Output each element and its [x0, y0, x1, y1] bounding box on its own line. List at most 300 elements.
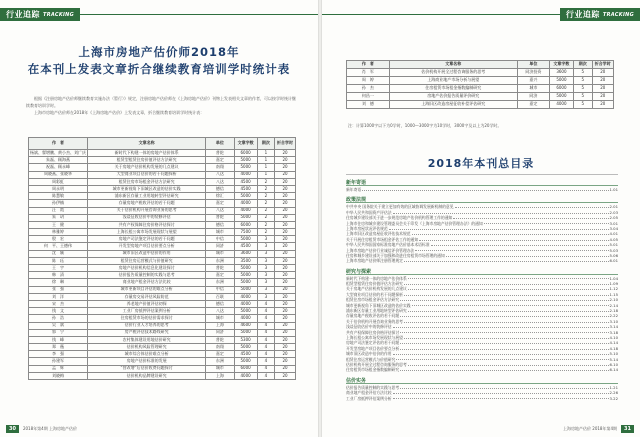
toc-entry-title: 关于开展住房租赁市场租金评估工作的通知: [346, 236, 419, 242]
table-row: [29, 243, 296, 250]
section-tab: [560, 8, 640, 21]
table-cell: 房地产估价报告质量评价研究: [389, 93, 517, 101]
toc-entry-title: 上海市房地产估价师注册管理规定: [346, 258, 403, 264]
column-header: 期次: [573, 61, 592, 69]
table-cell: 存量房地产税收评估的若干问题: [88, 200, 206, 207]
right-page: [322, 0, 640, 437]
toc-entry-page: 5.03: [609, 247, 618, 253]
table-cell: 4000: [234, 315, 257, 322]
table-cell: 养老地产价值评估初探: [88, 300, 206, 307]
toc-entry-page: 3.04: [609, 225, 618, 231]
table-cell: 陈 珏: [29, 257, 88, 264]
header-rule: [322, 14, 560, 15]
table-row: [29, 171, 296, 178]
table-cell: 估价报告质量控制的实践与思考: [88, 272, 206, 279]
table-cell: 房产税评估技术路线研究: [88, 329, 206, 336]
table-cell: 关于房地产估价机构发展的几点建议: [88, 164, 206, 171]
table-cell: 南翔: [206, 344, 234, 351]
table-cell: 估价机构风险管理研究: [88, 344, 206, 351]
table-cell: 5: [573, 93, 592, 101]
table-cell: 刘 德: [347, 101, 390, 109]
table-cell: 徐 琳: [29, 279, 88, 286]
table-header-row: [29, 138, 296, 150]
table-cell: 20: [275, 286, 296, 293]
table-cell: 孙 浩: [29, 315, 88, 322]
table-header-row: [347, 61, 614, 69]
table-cell: 2: [257, 178, 274, 185]
table-cell: 20: [275, 358, 296, 365]
table-cell: 4: [257, 351, 274, 358]
table-cell: 大型商业项目估价的若干问题探析: [88, 171, 206, 178]
toc-entry[interactable]: [346, 258, 618, 263]
toc-leader-dots: [389, 226, 609, 230]
toc-entry[interactable]: [346, 187, 618, 192]
table-cell: 3: [257, 272, 274, 279]
toc-leader-dots: [484, 221, 609, 225]
table-cell: 王 宇: [29, 265, 88, 272]
table-row: [29, 200, 296, 207]
table-cell: 周晓燕、张晓华: [29, 171, 88, 178]
table-cell: 1: [257, 171, 274, 178]
table-cell: 商业地产租金评估方法比较: [88, 279, 206, 286]
toc-entry-title: 估价机构开展全过程咨询服务的思考: [346, 361, 407, 367]
toc-entry-title: 城市更新视角下旧城区改造的估价实践: [346, 302, 411, 308]
table-row: [347, 93, 614, 101]
table-row: [29, 279, 296, 286]
table-cell: 房地产司法鉴定评估的若干问题: [88, 236, 206, 243]
toc-entry-title: 关于房地产估价机构发展的几点建议: [346, 286, 407, 292]
table-cell: 吴 斌: [29, 322, 88, 329]
table-cell: 林雅婷: [29, 229, 88, 236]
table-row: [347, 69, 614, 77]
section-subtitle: TRACKING: [602, 11, 634, 18]
credit-hours-table-continued: [346, 60, 614, 109]
table-cell: 嘉兴: [517, 77, 549, 85]
table-cell: 张 强: [29, 286, 88, 293]
toc-entry-title: 上海市房屋状况评估规范: [346, 225, 388, 231]
toc-entry-page: 4.18: [609, 345, 618, 351]
table-cell: 住房租赁市场的估价需求探讨: [88, 315, 206, 322]
table-cell: 20: [275, 229, 296, 236]
table-cell: 殷 宏: [29, 236, 88, 243]
table-cell: 共有产权保障住房价格评估探讨: [88, 221, 206, 228]
right-header: [322, 8, 640, 21]
table-cell: 宋 杰: [29, 300, 88, 307]
table-cell: 20: [275, 171, 296, 178]
table-cell: 钱 文: [29, 308, 88, 315]
toc-leader-dots: [400, 340, 608, 344]
page-number: 30: [6, 425, 19, 433]
table-cell: 5000: [234, 344, 257, 351]
table-cell: 房地产估价机构信息化建设探讨: [88, 265, 206, 272]
section-title: 行业追踪: [565, 10, 600, 19]
table-row: [29, 164, 296, 171]
table-cell: 3: [257, 286, 274, 293]
table-cell: 同济: [206, 329, 234, 336]
table-cell: 20: [275, 207, 296, 214]
table-cell: 朱 玥: [29, 214, 88, 221]
table-cell: 东洲: [206, 257, 234, 264]
table-cell: 城市: [206, 229, 234, 236]
left-page: [0, 0, 318, 437]
table-cell: 上海旧区改造房屋征收补偿评估研究: [389, 101, 517, 109]
toc-section: [346, 377, 618, 401]
table-cell: 4: [257, 344, 274, 351]
table-cell: 20: [275, 279, 296, 286]
table-cell: 3: [257, 265, 274, 272]
table-row: [347, 77, 614, 85]
table-cell: 20: [275, 329, 296, 336]
toc-entry-title: 关于估价机构开展咨询业务的思考: [346, 318, 403, 324]
table-cell: 3: [257, 279, 274, 286]
toc-leader-dots: [393, 324, 609, 328]
table-cell: 5: [573, 85, 592, 93]
left-header: [0, 8, 318, 21]
toc-entry-page: 3.10: [609, 318, 618, 324]
table-cell: 城市综合体估价难点分析: [88, 351, 206, 358]
table-row: [347, 101, 614, 109]
table-cell: 王 健: [29, 221, 88, 228]
table-cell: 租赁住房运营模式与价值研究: [88, 257, 206, 264]
toc-leader-dots: [412, 303, 609, 307]
table-cell: 4000: [234, 372, 257, 379]
toc-entry-page: 3.22: [609, 395, 618, 401]
table-note: 注：计算1000字以下为0学时，1000—3000字为10学时，3000字及以上为20学时。: [348, 123, 502, 128]
table-cell: 4000: [234, 300, 257, 307]
table-cell: 20: [275, 300, 296, 307]
toc-leader-dots: [400, 385, 608, 389]
table-cell: 20: [275, 293, 296, 300]
column-header: 折合学时: [592, 61, 613, 69]
section-tab: [0, 8, 80, 21]
toc-leader-dots: [404, 319, 609, 323]
table-cell: 城市: [206, 250, 234, 257]
toc-entry-page: 4.10: [609, 334, 618, 340]
toc-entry-title: 租赁型租赁住房价值评估方法研究: [346, 281, 403, 287]
toc-entry-title: 估价报告质量控制的实践与思考: [346, 384, 400, 390]
table-cell: 上海: [206, 372, 234, 379]
column-header: 文章字数: [234, 138, 257, 150]
toc-leader-dots: [453, 215, 608, 219]
table-cell: 5000: [234, 358, 257, 365]
toc-entry-page: 4.14: [609, 340, 618, 346]
toc-entry-title: 浦东新区存量工业用地转型评估研究: [346, 308, 407, 314]
table-cell: 5000: [549, 93, 573, 101]
table-cell: 工业厂房抵押评估案例分析: [88, 308, 206, 315]
table-cell: 存量房交易评估风险防范: [88, 293, 206, 300]
toc-entry-page: 2.14: [609, 302, 618, 308]
table-cell: 刘 洋: [29, 293, 88, 300]
toc-entry-page: 2.26: [609, 390, 618, 396]
table-cell: “营改增”后估价收费问题探讨: [88, 365, 206, 372]
toc-entry-title: 中共中央 国务院关于建立更加有效的区域协调发展新机制的意见: [346, 204, 454, 210]
toc-entry-title: 商业地产租金评估方法比较: [346, 390, 392, 396]
table-cell: 20: [275, 257, 296, 264]
table-cell: 3500: [234, 257, 257, 264]
toc-entry-title: 存量房地产税收评估的若干问题: [346, 313, 400, 319]
table-cell: 新时代下构建一体的房地产估价体系: [88, 150, 206, 157]
table-cell: 4: [257, 329, 274, 336]
table-cell: 孙建军: [29, 358, 88, 365]
table-cell: 城市旧区改造中估价的作用: [88, 250, 206, 257]
toc-entry-title: 上海长租公寓市场发展现状与展望: [346, 334, 403, 340]
table-cell: 20: [592, 93, 613, 101]
toc-leader-dots: [400, 313, 608, 317]
table-cell: 5000: [234, 279, 257, 286]
column-header: 文章字数: [549, 61, 573, 69]
table-cell: 6000: [234, 150, 257, 157]
table-row: [29, 351, 296, 358]
table-cell: 20: [275, 185, 296, 192]
header-rule: [80, 14, 318, 15]
table-cell: 20: [275, 157, 296, 164]
table-row: [29, 214, 296, 221]
table-cell: 租赁型租赁住房价值评估方法研究: [88, 157, 206, 164]
table-cell: 20: [592, 69, 613, 77]
table-cell: 孙伊楠: [29, 200, 88, 207]
table-cell: 住房租赁市场租金指数编制研究: [389, 85, 517, 93]
table-row: [29, 322, 296, 329]
table-cell: 孟 辉: [29, 365, 88, 372]
table-cell: 4: [257, 300, 274, 307]
table-cell: 城市: [206, 315, 234, 322]
toc-leader-dots: [408, 362, 609, 366]
table-cell: 5300: [234, 336, 257, 343]
toc-leader-dots: [455, 204, 609, 208]
column-header: 作 者: [29, 138, 88, 150]
toc-entry-title: 租赁住房市场租金评估方法研究: [346, 297, 400, 303]
toc-leader-dots: [362, 187, 608, 191]
table-cell: 城市更新项目评估的难点分析: [88, 286, 206, 293]
table-cell: 周彩虹: [29, 178, 88, 185]
table-row: [29, 365, 296, 372]
table-cell: 城市更新视角下旧城区改造的估价实践: [88, 185, 206, 192]
table-cell: 20: [275, 214, 296, 221]
toc-section-heading: 研究与探索: [346, 268, 618, 275]
table-cell: 20: [275, 250, 296, 257]
table-cell: 百联: [206, 293, 234, 300]
table-cell: 4: [257, 365, 274, 372]
table-cell: 20: [275, 243, 296, 250]
table-cell: 4500: [234, 178, 257, 185]
toc-leader-dots: [404, 292, 609, 296]
table-cell: 普陀: [206, 265, 234, 272]
table-cell: 周永明: [29, 185, 88, 192]
table-cell: 同济投资: [517, 69, 549, 77]
toc-entry-page: 2.03: [609, 209, 618, 215]
table-cell: 估价机构品牌建设研究: [88, 372, 206, 379]
table-cell: 20: [275, 193, 296, 200]
table-cell: 韩 清: [29, 272, 88, 279]
column-header: 作 者: [347, 61, 390, 69]
toc-entry[interactable]: [346, 396, 618, 401]
table-cell: 何昌一: [347, 93, 390, 101]
toc-entry-title: 住房和城乡建设部关于加强和改进住房租赁市场管理的通知: [346, 252, 445, 258]
table-cell: 4600: [234, 322, 257, 329]
toc-entry-page: 5.06: [609, 252, 618, 258]
table-row: [29, 250, 296, 257]
table-cell: 同济: [206, 243, 234, 250]
table-cell: 20: [275, 351, 296, 358]
table-cell: 20: [275, 322, 296, 329]
toc-entry-page: 3.14: [609, 324, 618, 330]
table-cell: 4: [257, 336, 274, 343]
toc-entry-title: 浅谈征收估价中的装修评估: [346, 324, 392, 330]
toc-section: [346, 196, 618, 263]
column-header: 折合学时: [275, 138, 296, 150]
toc-entry-page: 1.12: [609, 286, 618, 292]
table-cell: 20: [275, 236, 296, 243]
table-row: [29, 358, 296, 365]
section-subtitle: TRACKING: [43, 11, 75, 18]
toc-entry-title: 工业厂房抵押评估案例分析: [346, 395, 392, 401]
table-cell: 4000: [234, 200, 257, 207]
table-cell: 3: [257, 293, 274, 300]
table-cell: 4500: [234, 243, 257, 250]
toc-leader-dots: [404, 281, 609, 285]
table-row: [29, 315, 296, 322]
toc-entry-page: 3.01: [609, 220, 618, 226]
table-cell: 7500: [234, 229, 257, 236]
table-cell: 德信: [206, 300, 234, 307]
table-cell: 2: [257, 229, 274, 236]
toc-entry-page: 5.01: [609, 242, 618, 248]
table-row: [29, 372, 296, 379]
table-cell: 20: [275, 336, 296, 343]
table-cell: 3: [257, 243, 274, 250]
table-row: [29, 257, 296, 264]
toc-entry[interactable]: [346, 367, 618, 372]
toc-entry-title: 上海市房地产估价行业诚信评价管理办法: [346, 247, 415, 253]
table-cell: 20: [592, 77, 613, 85]
table-cell: 八达: [206, 308, 234, 315]
toc-section-heading: 估价实务: [346, 377, 618, 384]
table-cell: 20: [592, 101, 613, 109]
table-row: [29, 178, 296, 185]
table-cell: 20: [275, 200, 296, 207]
table-cell: 4: [257, 358, 274, 365]
table-cell: 嘉定: [206, 351, 234, 358]
column-header: 单位: [206, 138, 234, 150]
table-cell: 八达: [206, 178, 234, 185]
toc-leader-dots: [404, 335, 609, 339]
right-footer: [563, 425, 634, 433]
table-cell: 5000: [234, 308, 257, 315]
table-cell: 5: [573, 77, 592, 85]
toc-title: 2018年本刊总目录: [427, 157, 535, 170]
toc-entry-title: 上海市旧区改造房屋征收评估技术规范: [346, 231, 411, 237]
table-cell: 何 平、王德伟: [29, 243, 88, 250]
toc-leader-dots: [446, 253, 609, 257]
toc-entry-title: 租赁住房运营模式与价值研究: [346, 356, 396, 362]
table-cell: 嘉定: [517, 101, 549, 109]
toc-entry-page: 6.10: [609, 361, 618, 367]
page-number: 31: [621, 425, 634, 433]
table-cell: 20: [275, 272, 296, 279]
table-row: [29, 236, 296, 243]
table-cell: 朱磊、顾海燕: [29, 157, 88, 164]
table-cell: 5000: [234, 164, 257, 171]
table-cell: 八达: [206, 171, 234, 178]
toc-entry-page: 6.01: [609, 258, 618, 264]
toc-leader-dots: [393, 210, 609, 214]
table-cell: 徐汇: [206, 193, 234, 200]
table-row: [29, 336, 296, 343]
toc-entry-title: 新时代下构建一体的房地产估价体系: [346, 275, 407, 281]
toc-entry-page: 4.05: [609, 236, 618, 242]
table-cell: 5000: [234, 272, 257, 279]
title-line-2: 在本刊上发表文章折合继续教育培训学时统计表: [27, 62, 291, 76]
table-cell: 5: [573, 69, 592, 77]
toc-leader-dots: [408, 308, 609, 312]
toc-entry-title: 开发型房地产项目估价要点分析: [346, 345, 400, 351]
table-cell: 5000: [549, 77, 573, 85]
table-cell: 6000: [234, 365, 257, 372]
toc-leader-dots: [400, 367, 608, 371]
toc-entry-page: 3.18: [609, 329, 618, 335]
toc-entry-title: 城市旧区改造中估价的作用: [346, 351, 392, 357]
table-cell: 嘉定: [206, 272, 234, 279]
table-cell: 德信: [206, 185, 234, 192]
table-cell: 李 强: [29, 351, 88, 358]
toc-section-heading: 政策法规: [346, 196, 618, 203]
toc-entry-title: 上海市住房和城乡建设管理委员会关于印发《上海市房地产估价管理办法》的通知: [346, 220, 483, 226]
column-header: 文章名称: [88, 138, 206, 150]
table-cell: 3600: [549, 69, 573, 77]
table-cell: 祝磊、顾永峰: [29, 164, 88, 171]
table-cell: 5000: [234, 214, 257, 221]
table-row: [29, 329, 296, 336]
table-cell: 钱 峰: [29, 336, 88, 343]
table-cell: 20: [275, 265, 296, 272]
table-cell: 2: [257, 200, 274, 207]
table-row: [29, 344, 296, 351]
table-cell: 房地产估价标准的发展: [88, 358, 206, 365]
table-row: [29, 300, 296, 307]
table-cell: 城市: [206, 365, 234, 372]
table-cell: 6000: [549, 85, 573, 93]
toc-leader-dots: [431, 242, 609, 246]
toc-entry-page: 2.01: [609, 204, 618, 210]
table-cell: 南翔: [206, 164, 234, 171]
toc-leader-dots: [408, 276, 609, 280]
toc-section: [346, 179, 618, 192]
table-cell: 东洲: [206, 358, 234, 365]
table-cell: 20: [275, 365, 296, 372]
toc-entry-page: 4.01: [609, 231, 618, 237]
table-cell: 3: [257, 257, 274, 264]
table-cell: 20: [275, 150, 296, 157]
table-cell: 郭 宁: [29, 329, 88, 336]
table-row: [29, 185, 296, 192]
column-header: 文章名称: [389, 61, 517, 69]
table-cell: 估价行业人才培养的思考: [88, 322, 206, 329]
table-of-contents: [346, 174, 618, 424]
column-header: 期次: [257, 138, 274, 150]
table-cell: 5: [573, 101, 592, 109]
toc-leader-dots: [400, 297, 608, 301]
table-row: [29, 207, 296, 214]
toc-entry-title: 新年寄语: [346, 187, 362, 192]
table-cell: 同济: [517, 93, 549, 101]
table-cell: 浦东新区存量工业用地转型评估研究: [88, 193, 206, 200]
table-cell: 东洲: [206, 279, 234, 286]
toc-entry-page: 2.10: [609, 297, 618, 303]
toc-section: [346, 268, 618, 373]
table-cell: 普陀: [206, 336, 234, 343]
toc-entry-page: 2.05: [609, 215, 618, 221]
intro-paragraph: 根据《注册房地产估价师继续教育实施办法（暂行）》规定，注册房地产估价师在《上海房地产估价》刊物上发表相关文章的作者，可以按学时统计继续教育培训学时。: [26, 96, 296, 108]
